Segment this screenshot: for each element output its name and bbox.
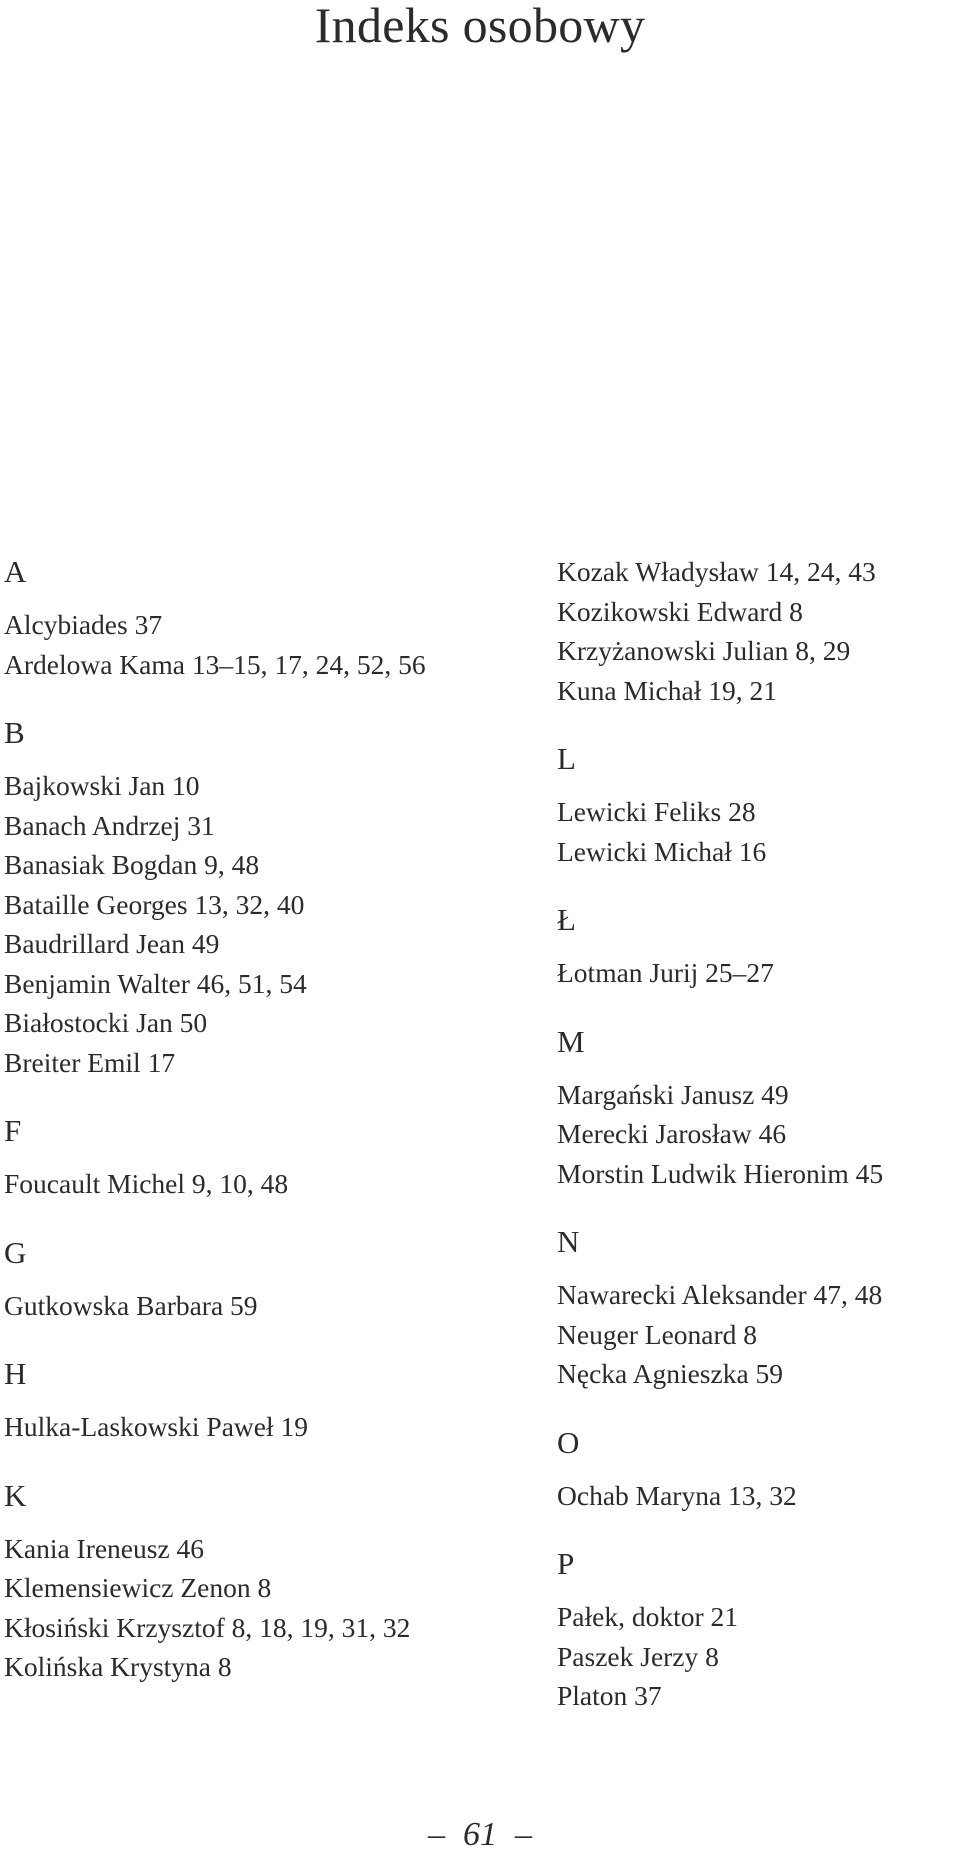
index-section-continued (557, 552, 957, 710)
index-entry: Kuna Michał 19, 21 (557, 674, 777, 706)
index-entry: Krzyżanowski Julian 8, 29 (557, 635, 851, 666)
index-section (557, 1222, 957, 1394)
index-entry: Merecki Jarosław 46 (557, 1118, 787, 1149)
index-column-right (557, 552, 957, 1745)
page-title: Indeks osobowy (314, 0, 646, 53)
index-entry: Neuger Leonard 8 (557, 1318, 758, 1350)
index-entry: Nawarecki Aleksander 47, 48 (557, 1279, 883, 1310)
index-entry: Klemensiewicz Zenon 8 (4, 1572, 272, 1603)
section-letter: N (557, 1224, 580, 1259)
index-entry: Bataille Georges 13, 32, 40 (4, 888, 305, 920)
index-entry: Banach Andrzej 31 (4, 809, 215, 841)
index-entry: Pałek, doktor 21 (557, 1601, 739, 1632)
index-entry: Gutkowska Barbara 59 (4, 1289, 258, 1321)
index-entry: Kłosiński Krzysztof 8, 18, 19, 31, 32 (4, 1611, 411, 1643)
index-entry: Nęcka Agnieszka 59 (557, 1358, 784, 1389)
index-section (4, 713, 544, 1082)
index-entry: Łotman Jurij 25–27 (557, 957, 774, 988)
index-entry: Kania Ireneusz 46 (4, 1532, 205, 1564)
index-entry: Lewicki Feliks 28 (557, 796, 756, 827)
index-entry: Banasiak Bogdan 9, 48 (4, 849, 260, 880)
index-entry: Foucault Michel 9, 10, 48 (4, 1168, 289, 1199)
index-section (4, 1233, 544, 1326)
section-letter: Ł (557, 902, 576, 937)
footer-dash-left: – (428, 1816, 445, 1853)
page-number: 61 (463, 1816, 497, 1853)
index-entry: Ochab Maryna 13, 32 (557, 1479, 797, 1511)
index-column-left (4, 552, 544, 1716)
index-section (557, 1544, 957, 1716)
section-letter: B (4, 715, 25, 750)
index-entry: Platon 37 (557, 1680, 662, 1711)
index-entry: Morstin Ludwik Hieronim 45 (557, 1157, 884, 1189)
index-section (4, 1476, 544, 1687)
index-section (557, 739, 957, 871)
index-entry: Alcybiades 37 (4, 609, 163, 640)
section-letter: O (557, 1424, 580, 1460)
section-letter: P (557, 1546, 575, 1581)
index-section (557, 1022, 957, 1194)
index-section (4, 552, 544, 684)
section-letter: F (4, 1113, 22, 1148)
section-letter: G (4, 1234, 27, 1270)
section-letter: L (557, 741, 576, 776)
section-letter: K (4, 1477, 27, 1513)
index-entry: Kozak Władysław 14, 24, 43 (557, 556, 876, 587)
index-entry: Paszek Jerzy 8 (557, 1640, 719, 1672)
index-entry: Hulka-Laskowski Paweł 19 (4, 1411, 308, 1442)
index-entry: Margański Janusz 49 (557, 1078, 789, 1110)
index-section (557, 900, 957, 993)
index-entry: Ardelowa Kama 13–15, 17, 24, 52, 56 (4, 648, 426, 680)
section-letter: A (4, 554, 27, 589)
index-entry: Kozikowski Edward 8 (557, 595, 803, 627)
section-letter: M (557, 1023, 585, 1059)
index-entry: Bajkowski Jan 10 (4, 770, 200, 801)
index-section (557, 1423, 957, 1516)
index-entry: Białostocki Jan 50 (4, 1007, 208, 1038)
index-entry: Baudrillard Jean 49 (4, 928, 220, 959)
index-section (4, 1111, 544, 1204)
section-letter: H (4, 1356, 27, 1391)
index-entry: Benjamin Walter 46, 51, 54 (4, 967, 307, 999)
index-entry: Breiter Emil 17 (4, 1046, 176, 1078)
index-entry: Lewicki Michał 16 (557, 835, 767, 867)
footer-dash-right: – (515, 1816, 532, 1853)
index-section (4, 1354, 544, 1447)
page-footer (0, 1815, 960, 1855)
index-entry: Kolińska Krystyna 8 (4, 1651, 232, 1682)
